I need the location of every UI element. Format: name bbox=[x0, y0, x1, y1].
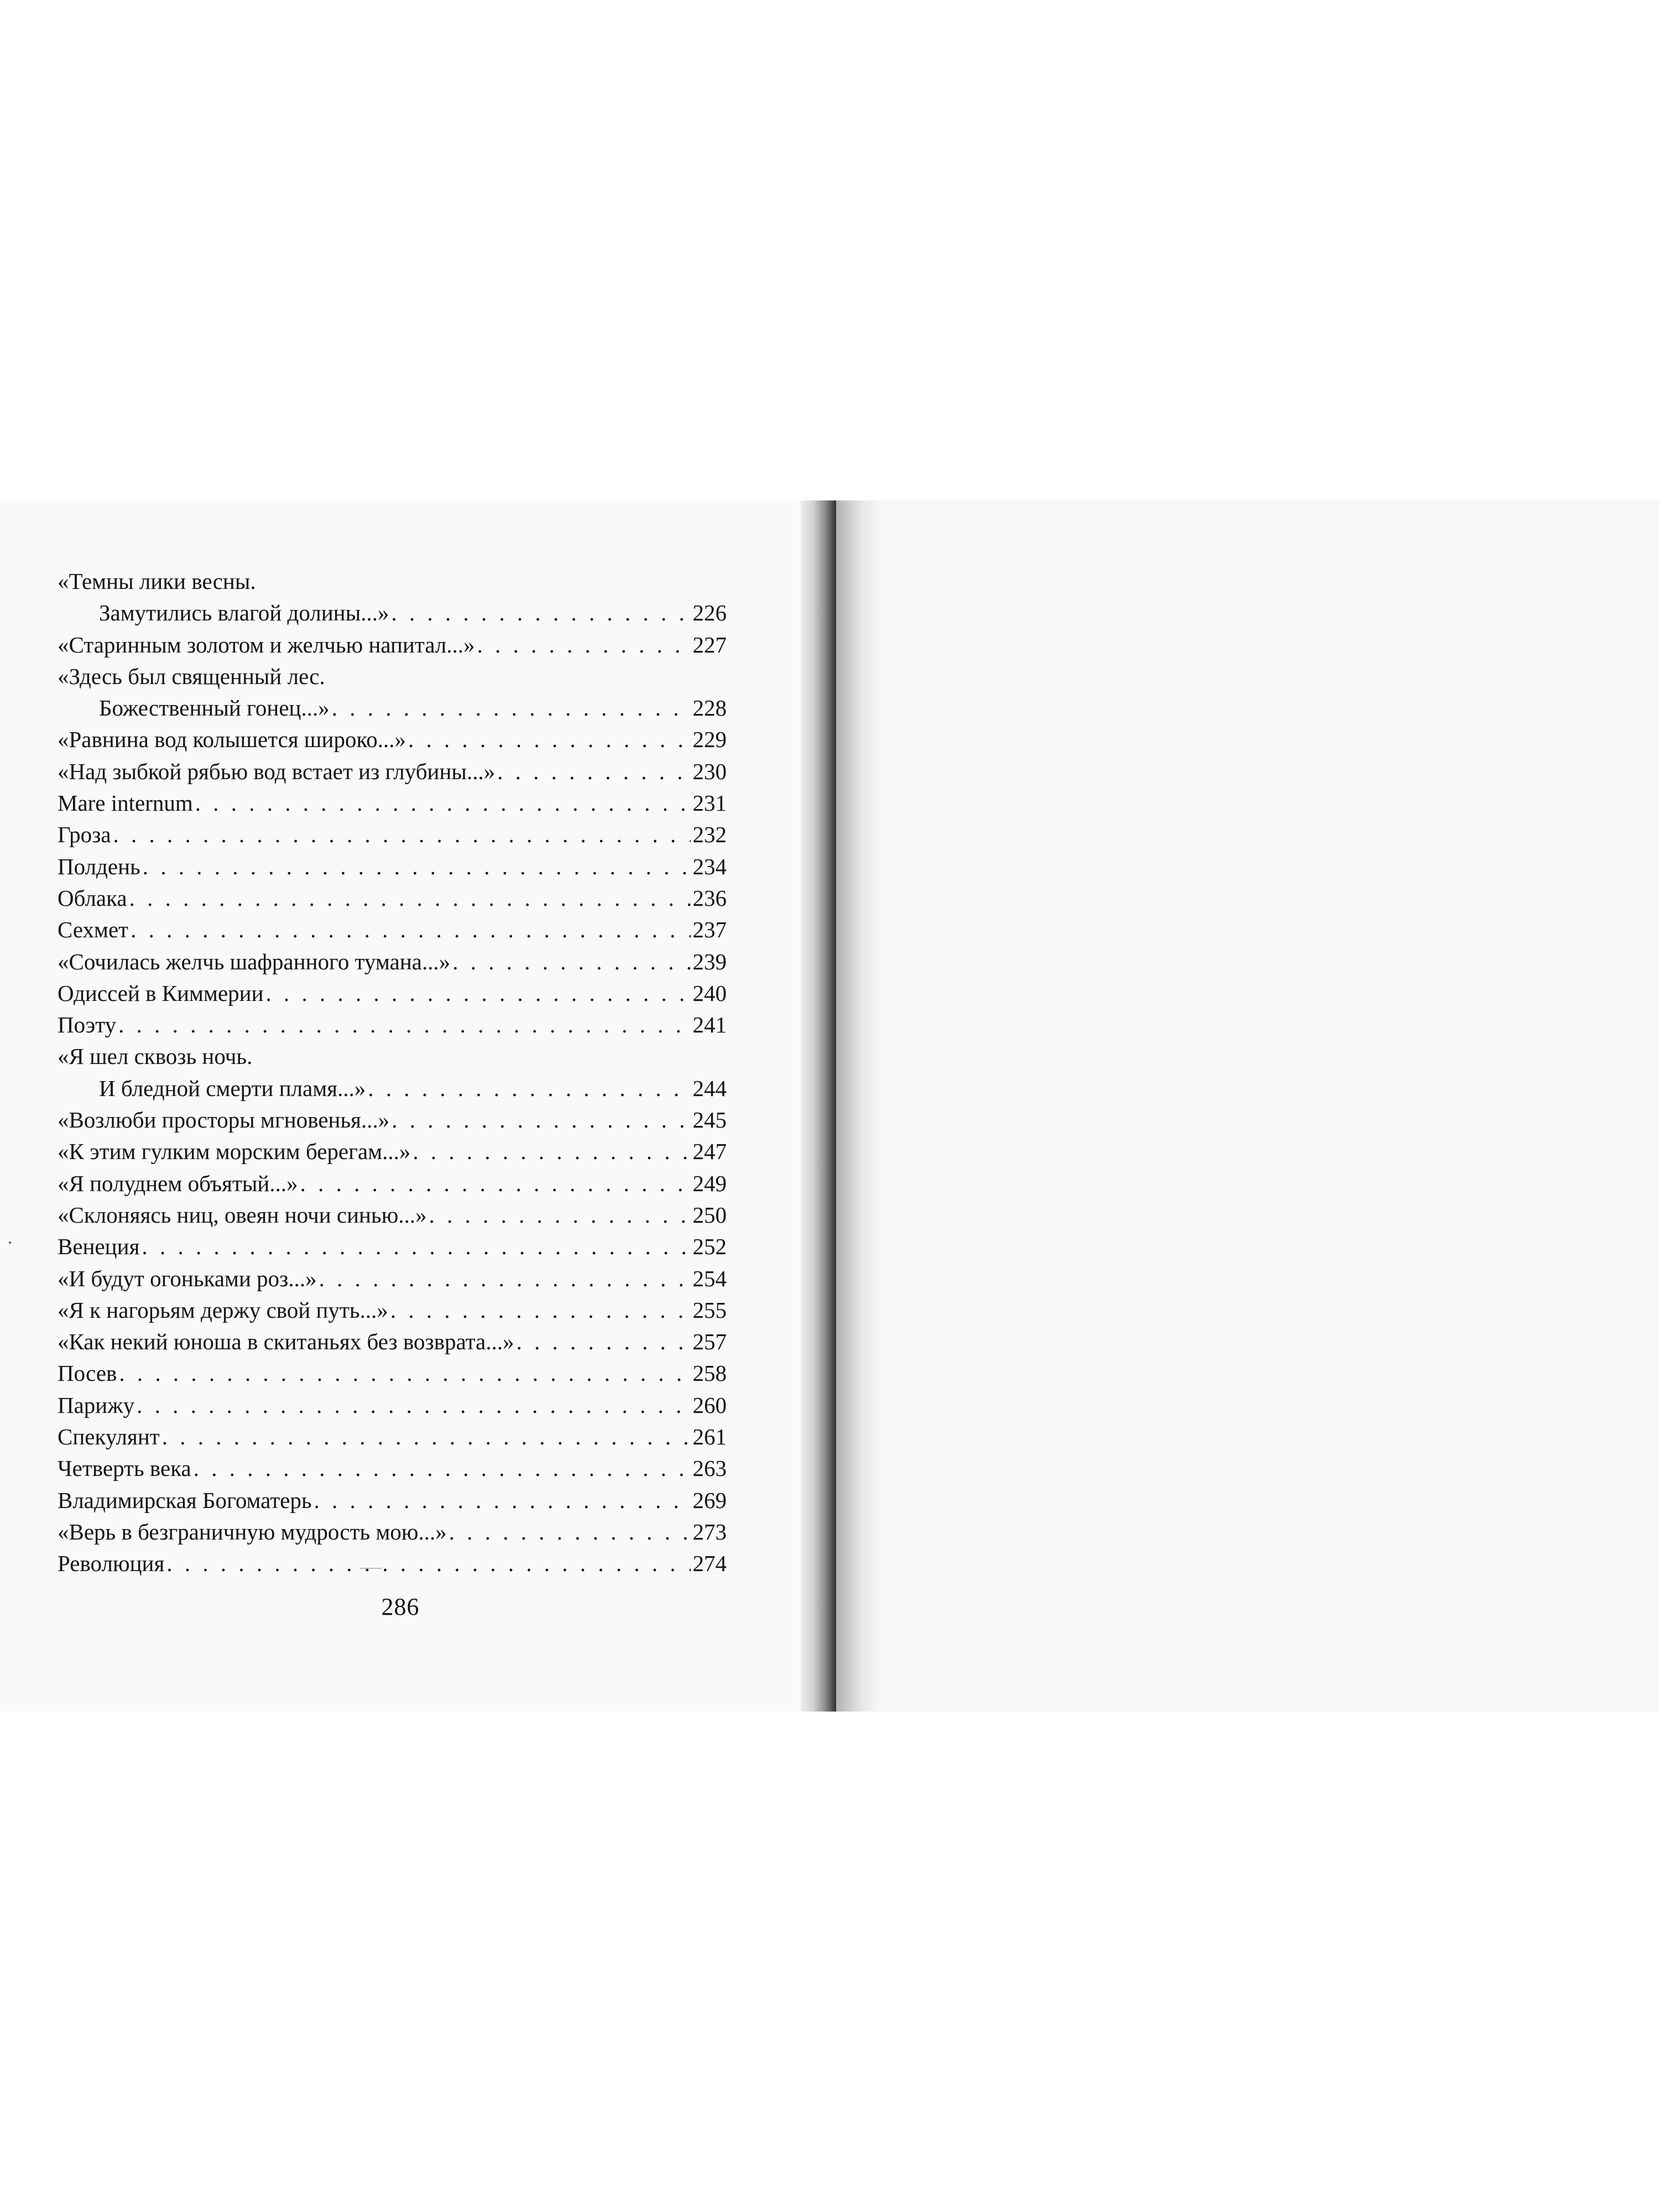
toc-entry-page: 260 bbox=[692, 1392, 727, 1418]
toc-line bbox=[58, 946, 727, 978]
toc-entry bbox=[58, 629, 727, 661]
toc-entry-title: «Темны лики весны. bbox=[58, 568, 256, 594]
dot-leader bbox=[368, 1073, 690, 1104]
dot-leader bbox=[408, 724, 690, 755]
toc-line bbox=[58, 629, 727, 661]
toc-entry-title: Парижу bbox=[58, 1392, 135, 1418]
toc-entry-title: «Я шел сквозь ночь. bbox=[58, 1044, 253, 1070]
toc-entry-title: «К этим гулким морским берегам...» bbox=[58, 1139, 411, 1165]
toc-entry-title: Гроза bbox=[58, 822, 111, 848]
toc-line bbox=[58, 1009, 727, 1041]
toc-entry-page: 247 bbox=[692, 1139, 727, 1165]
toc-entry-page: 230 bbox=[692, 758, 727, 784]
toc-line bbox=[58, 1231, 727, 1262]
dot-leader bbox=[429, 1199, 691, 1231]
toc-entry-page: 274 bbox=[692, 1551, 727, 1577]
dot-leader bbox=[300, 1168, 691, 1199]
toc-entry-title: «И будут огоньками роз...» bbox=[58, 1265, 317, 1291]
toc-entry-page: 273 bbox=[692, 1519, 727, 1545]
toc-entry-page: 226 bbox=[692, 600, 727, 626]
dot-leader bbox=[266, 978, 691, 1009]
toc-entry-title: Mare internum bbox=[58, 790, 193, 816]
toc-line bbox=[58, 1548, 727, 1579]
toc-entry bbox=[58, 819, 727, 851]
toc-entry-page: 254 bbox=[692, 1265, 727, 1291]
toc-line bbox=[58, 1041, 727, 1072]
toc-entry bbox=[58, 1231, 727, 1262]
toc-entry-title: «Склоняясь ниц, овеян ночи синью...» bbox=[58, 1202, 427, 1228]
dot-leader bbox=[137, 1390, 690, 1421]
toc-entry-title: Облака bbox=[58, 885, 127, 911]
toc-entry-title: Владимирская Богоматерь bbox=[58, 1487, 312, 1513]
toc-entry bbox=[58, 1358, 727, 1389]
toc-line bbox=[58, 1516, 727, 1548]
toc-entry bbox=[58, 1136, 727, 1167]
dot-leader bbox=[314, 1485, 691, 1516]
dot-leader bbox=[119, 1358, 690, 1389]
toc-entry-title: Одиссей в Киммерии bbox=[58, 980, 264, 1006]
dot-leader bbox=[392, 1104, 690, 1136]
toc-entry-title: «Равнина вод колышется широко...» bbox=[58, 727, 406, 753]
toc-entry-title: «Я к нагорьям держу свой путь...» bbox=[58, 1297, 388, 1323]
toc-entry bbox=[58, 661, 727, 724]
toc-line bbox=[58, 1136, 727, 1167]
toc-entry-title: И бледной смерти пламя...» bbox=[99, 1075, 366, 1101]
dot-leader bbox=[143, 851, 691, 883]
left-page bbox=[0, 500, 801, 1712]
dot-leader bbox=[497, 756, 690, 787]
toc-entry-page: 261 bbox=[692, 1424, 727, 1450]
toc-entry-title: Посев bbox=[58, 1360, 117, 1386]
toc-entry-page: 231 bbox=[692, 790, 727, 816]
toc-entry-title: Поэту bbox=[58, 1012, 117, 1038]
toc-entry bbox=[58, 914, 727, 946]
toc-line bbox=[58, 1485, 727, 1516]
toc-line bbox=[58, 661, 727, 692]
toc-line bbox=[58, 1263, 727, 1295]
toc-entry bbox=[58, 1199, 727, 1231]
toc-line bbox=[58, 1358, 727, 1389]
toc-line bbox=[58, 1326, 727, 1358]
toc-entry-page: 232 bbox=[692, 822, 727, 848]
dot-leader bbox=[390, 1295, 691, 1326]
toc-entry-page: 257 bbox=[692, 1329, 727, 1355]
toc-line bbox=[58, 978, 727, 1009]
toc-line bbox=[58, 787, 727, 819]
dot-leader bbox=[195, 787, 691, 819]
right-page bbox=[836, 500, 1659, 1712]
dot-leader bbox=[142, 1231, 690, 1262]
toc-entry bbox=[58, 1453, 727, 1484]
toc-entry bbox=[58, 566, 727, 629]
toc-entry-page: 239 bbox=[692, 948, 727, 974]
toc-entry-title: Замутились влагой долины...» bbox=[99, 600, 389, 626]
toc-entry-page: 269 bbox=[692, 1487, 727, 1513]
book-gutter bbox=[801, 500, 836, 1712]
dot-leader bbox=[194, 1453, 691, 1484]
dot-leader bbox=[452, 946, 690, 978]
toc-line bbox=[58, 1390, 727, 1421]
toc-entry bbox=[58, 978, 727, 1009]
toc-entry-title: «Над зыбкой рябью вод встает из глубины...» bbox=[58, 758, 495, 784]
toc-line bbox=[58, 1421, 727, 1453]
toc-line bbox=[58, 1295, 727, 1326]
toc-entry bbox=[58, 883, 727, 914]
dot-leader bbox=[413, 1136, 690, 1167]
toc-entry-title: Спекулянт bbox=[58, 1424, 160, 1450]
dot-leader bbox=[166, 1548, 690, 1579]
toc-line bbox=[58, 851, 727, 883]
toc-entry-title: Сехмет bbox=[58, 917, 129, 943]
toc-entry-page: 250 bbox=[692, 1202, 727, 1228]
toc-entry-page: 245 bbox=[692, 1107, 727, 1133]
toc-entry-page: 240 bbox=[692, 980, 727, 1006]
toc-entry-title: Революция bbox=[58, 1551, 165, 1577]
toc-entry bbox=[58, 851, 727, 883]
toc-entry bbox=[58, 724, 727, 755]
toc-entry-title: «Как некий юноша в скитаньях без возврата...» bbox=[58, 1329, 514, 1355]
toc-entry-title: «Верь в безграничную мудрость мою...» bbox=[58, 1519, 447, 1545]
dot-leader bbox=[449, 1516, 691, 1548]
toc-entry-page: 237 bbox=[692, 917, 727, 943]
toc-entry-page: 236 bbox=[692, 885, 727, 911]
dot-leader bbox=[332, 692, 691, 724]
toc-entry-title: «Старинным золотом и желчью напитал...» bbox=[58, 632, 475, 658]
toc-entry bbox=[58, 1485, 727, 1516]
toc-entry bbox=[58, 756, 727, 787]
dot-leader bbox=[319, 1263, 691, 1295]
table-of-contents bbox=[58, 566, 727, 1580]
dot-leader bbox=[392, 597, 691, 629]
gutter-shadow bbox=[836, 500, 880, 1712]
toc-line bbox=[58, 819, 727, 851]
toc-line bbox=[58, 883, 727, 914]
toc-entry bbox=[58, 1421, 727, 1453]
dot-leader bbox=[118, 1009, 690, 1041]
toc-entry-page: 258 bbox=[692, 1360, 727, 1386]
toc-entry bbox=[58, 1041, 727, 1104]
toc-entry-title: «Возлюби просторы мгновенья...» bbox=[58, 1107, 390, 1133]
toc-entry-page: 229 bbox=[692, 727, 727, 753]
toc-entry-title: «Здесь был священный лес. bbox=[58, 663, 325, 689]
toc-line bbox=[58, 597, 727, 629]
dot-leader bbox=[517, 1326, 691, 1358]
toc-line bbox=[58, 724, 727, 755]
toc-entry-page: 228 bbox=[692, 695, 727, 721]
toc-entry-title: «Сочилась желчь шафранного тумана...» bbox=[58, 948, 451, 974]
toc-line bbox=[58, 1073, 727, 1104]
paper-speck bbox=[9, 1241, 11, 1244]
dot-leader bbox=[162, 1421, 691, 1453]
dot-leader bbox=[131, 914, 690, 946]
toc-entry bbox=[58, 787, 727, 819]
toc-entry-page: 252 bbox=[692, 1234, 727, 1260]
toc-entry-page: 263 bbox=[692, 1455, 727, 1481]
toc-entry bbox=[58, 1516, 727, 1548]
toc-entry-title: Божественный гонец...» bbox=[99, 695, 330, 721]
toc-entry bbox=[58, 1326, 727, 1358]
toc-entry-page: 244 bbox=[692, 1075, 727, 1101]
dot-leader bbox=[113, 819, 691, 851]
toc-entry-title: «Я полуднем объятый...» bbox=[58, 1170, 298, 1196]
toc-entry-title: Полдень bbox=[58, 853, 140, 879]
toc-entry-page: 255 bbox=[692, 1297, 727, 1323]
toc-entry bbox=[58, 1390, 727, 1421]
toc-entry bbox=[58, 946, 727, 978]
toc-entry-title: Четверть века bbox=[58, 1455, 191, 1481]
page-number: 286 bbox=[381, 1593, 420, 1620]
paper-speck bbox=[359, 1568, 382, 1569]
toc-line bbox=[58, 914, 727, 946]
toc-entry bbox=[58, 1548, 727, 1579]
toc-entry bbox=[58, 1104, 727, 1136]
toc-line bbox=[58, 1104, 727, 1136]
toc-entry-page: 241 bbox=[692, 1012, 727, 1038]
toc-entry-page: 249 bbox=[692, 1170, 727, 1196]
toc-line bbox=[58, 566, 727, 597]
dot-leader bbox=[477, 629, 691, 661]
toc-entry bbox=[58, 1263, 727, 1295]
book-spread bbox=[0, 500, 1659, 1712]
toc-line bbox=[58, 756, 727, 787]
toc-entry-page: 227 bbox=[692, 632, 727, 658]
toc-line bbox=[58, 692, 727, 724]
toc-entry-title: Венеция bbox=[58, 1234, 140, 1260]
toc-entry bbox=[58, 1295, 727, 1326]
toc-line bbox=[58, 1168, 727, 1199]
toc-line bbox=[58, 1453, 727, 1484]
toc-entry bbox=[58, 1009, 727, 1041]
dot-leader bbox=[129, 883, 691, 914]
toc-entry bbox=[58, 1168, 727, 1199]
toc-line bbox=[58, 1199, 727, 1231]
toc-entry-page: 234 bbox=[692, 853, 727, 879]
